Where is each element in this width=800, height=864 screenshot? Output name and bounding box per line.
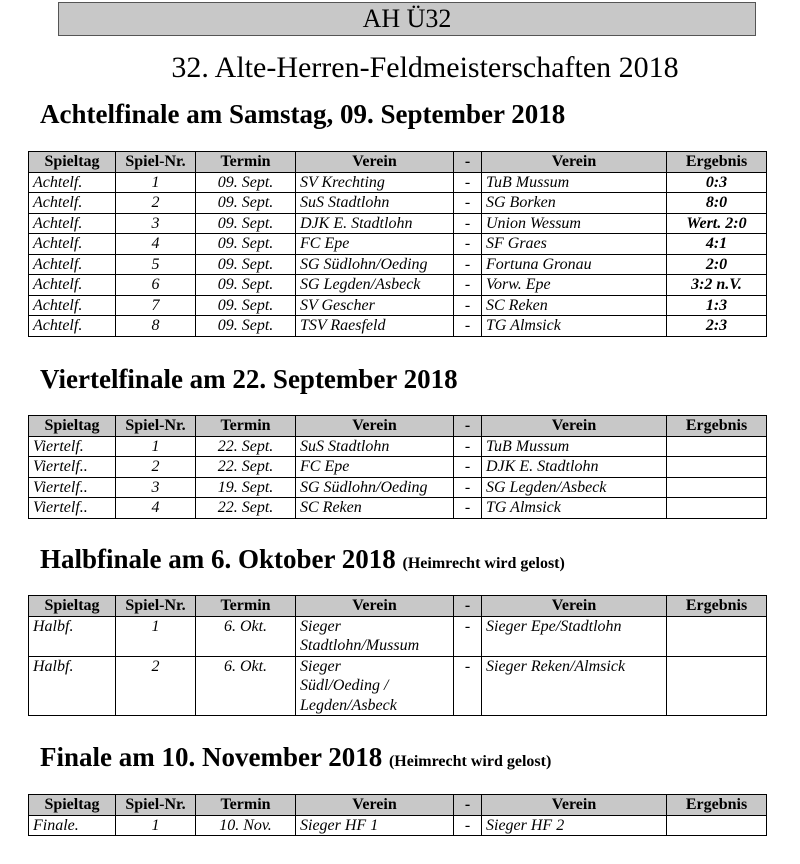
cell-separator: - [454, 172, 482, 193]
fixtures-table [28, 794, 767, 836]
cell-separator: - [454, 316, 482, 337]
header-ergebnis: Ergebnis [667, 795, 767, 816]
cell-spiel-nr: 6 [116, 275, 196, 296]
cell-separator: - [454, 254, 482, 275]
cell-result [667, 477, 767, 498]
cell-result [667, 815, 767, 836]
cell-spieltag: Halbf. [29, 656, 116, 716]
cell-away-team: SG Legden/Asbeck [482, 477, 667, 498]
cell-result: 2:0 [667, 254, 767, 275]
table-row [29, 275, 767, 296]
cell-separator: - [454, 477, 482, 498]
table-row [29, 656, 767, 716]
cell-spieltag: Viertelf.. [29, 477, 116, 498]
cell-home-team: SuS Stadtlohn [296, 436, 454, 457]
cell-separator: - [454, 498, 482, 519]
header-spiel-nr: Spiel-Nr. [116, 795, 196, 816]
table-header-row [29, 596, 767, 617]
cell-home-team: DJK E. Stadtlohn [296, 213, 454, 234]
cell-spiel-nr: 4 [116, 234, 196, 255]
header-spieltag: Spieltag [29, 795, 116, 816]
header-verein-away: Verein [482, 152, 667, 173]
cell-result [667, 498, 767, 519]
cell-result: 2:3 [667, 316, 767, 337]
cell-home-team: TSV Raesfeld [296, 316, 454, 337]
section-note: (Heimrecht wird gelost) [388, 753, 552, 770]
section-title-text: Achtelfinale am Samstag, 09. September 2018 [40, 99, 566, 129]
cell-termin: 22. Sept. [196, 498, 296, 519]
cell-spieltag: Achtelf. [29, 234, 116, 255]
header-spiel-nr: Spiel-Nr. [116, 152, 196, 173]
table-header-row [29, 416, 767, 437]
cell-result: 4:1 [667, 234, 767, 255]
cell-home-team: SG Südlohn/Oeding [296, 254, 454, 275]
cell-separator: - [454, 616, 482, 656]
fixtures-table [28, 151, 767, 337]
table-row [29, 436, 767, 457]
header-separator: - [454, 152, 482, 173]
cell-home-team: SG Südlohn/Oeding [296, 477, 454, 498]
header-verein-home: Verein [296, 416, 454, 437]
cell-spiel-nr: 3 [116, 213, 196, 234]
cell-termin: 09. Sept. [196, 234, 296, 255]
cell-away-team: Sieger Reken/Almsick [482, 656, 667, 716]
header-spieltag: Spieltag [29, 152, 116, 173]
cell-home-team: FC Epe [296, 234, 454, 255]
cell-home-team: FC Epe [296, 457, 454, 478]
cell-separator: - [454, 213, 482, 234]
cell-separator: - [454, 656, 482, 716]
cell-result: 3:2 n.V. [667, 275, 767, 296]
header-separator: - [454, 416, 482, 437]
cell-spiel-nr: 3 [116, 477, 196, 498]
header-verein-away: Verein [482, 416, 667, 437]
cell-spiel-nr: 1 [116, 815, 196, 836]
table-row [29, 815, 767, 836]
cell-termin: 6. Okt. [196, 656, 296, 716]
section-title [40, 363, 458, 395]
cell-home-team: SC Reken [296, 498, 454, 519]
section-title-text: Halbfinale am 6. Oktober 2018 [40, 544, 396, 574]
header-spieltag: Spieltag [29, 416, 116, 437]
header-verein-home: Verein [296, 795, 454, 816]
cell-termin: 09. Sept. [196, 172, 296, 193]
cell-home-team: SuS Stadtlohn [296, 193, 454, 214]
cell-spieltag: Viertelf. [29, 436, 116, 457]
cell-spiel-nr: 5 [116, 254, 196, 275]
cell-spiel-nr: 1 [116, 616, 196, 656]
section-title-text: Finale am 10. November 2018 [40, 742, 383, 772]
table-row [29, 295, 767, 316]
fixtures-table [28, 595, 767, 716]
cell-termin: 22. Sept. [196, 436, 296, 457]
section-note: (Heimrecht wird gelost) [402, 555, 565, 572]
cell-result: 8:0 [667, 193, 767, 214]
cell-home-team: Sieger Stadtlohn/Mussum [296, 616, 454, 656]
cell-result [667, 656, 767, 716]
cell-separator: - [454, 436, 482, 457]
header-spieltag: Spieltag [29, 596, 116, 617]
table-row [29, 254, 767, 275]
cell-spieltag: Viertelf.. [29, 498, 116, 519]
header-verein-away: Verein [482, 596, 667, 617]
page-subtitle: 32. Alte-Herren-Feldmeisterschaften 2018 [171, 51, 679, 84]
cell-spieltag: Achtelf. [29, 213, 116, 234]
cell-separator: - [454, 234, 482, 255]
header-verein-home: Verein [296, 152, 454, 173]
cell-spiel-nr: 1 [116, 436, 196, 457]
header-separator: - [454, 795, 482, 816]
cell-home-team: Sieger HF 1 [296, 815, 454, 836]
cell-result [667, 457, 767, 478]
cell-spieltag: Achtelf. [29, 193, 116, 214]
cell-away-team: SG Borken [482, 193, 667, 214]
cell-termin: 09. Sept. [196, 275, 296, 296]
cell-away-team: SF Graes [482, 234, 667, 255]
cell-separator: - [454, 295, 482, 316]
cell-termin: 22. Sept. [196, 457, 296, 478]
cell-away-team: TuB Mussum [482, 436, 667, 457]
cell-spiel-nr: 4 [116, 498, 196, 519]
cell-termin: 09. Sept. [196, 254, 296, 275]
cell-away-team: Union Wessum [482, 213, 667, 234]
cell-away-team: TG Almsick [482, 316, 667, 337]
cell-termin: 10. Nov. [196, 815, 296, 836]
cell-result: Wert. 2:0 [667, 213, 767, 234]
table-row [29, 234, 767, 255]
table-row [29, 213, 767, 234]
cell-spieltag: Achtelf. [29, 172, 116, 193]
table-row [29, 616, 767, 656]
table-row [29, 172, 767, 193]
cell-away-team: Sieger HF 2 [482, 815, 667, 836]
cell-termin: 6. Okt. [196, 616, 296, 656]
table-row [29, 477, 767, 498]
header-termin: Termin [196, 416, 296, 437]
cell-spieltag: Viertelf.. [29, 457, 116, 478]
cell-spiel-nr: 2 [116, 457, 196, 478]
cell-result [667, 616, 767, 656]
header-separator: - [454, 596, 482, 617]
cell-away-team: TuB Mussum [482, 172, 667, 193]
cell-spieltag: Achtelf. [29, 295, 116, 316]
cell-home-team: Sieger Südl/Oeding / Legden/Asbeck [296, 656, 454, 716]
cell-away-team: DJK E. Stadtlohn [482, 457, 667, 478]
cell-away-team: Fortuna Gronau [482, 254, 667, 275]
table-header-row [29, 152, 767, 173]
cell-result: 0:3 [667, 172, 767, 193]
cell-spiel-nr: 1 [116, 172, 196, 193]
header-ergebnis: Ergebnis [667, 596, 767, 617]
header-verein-away: Verein [482, 795, 667, 816]
cell-spieltag: Achtelf. [29, 254, 116, 275]
cell-away-team: SC Reken [482, 295, 667, 316]
header-termin: Termin [196, 795, 296, 816]
table-row [29, 457, 767, 478]
cell-spiel-nr: 8 [116, 316, 196, 337]
header-spiel-nr: Spiel-Nr. [116, 596, 196, 617]
cell-termin: 09. Sept. [196, 193, 296, 214]
header-verein-home: Verein [296, 596, 454, 617]
section-title [40, 543, 565, 580]
cell-result: 1:3 [667, 295, 767, 316]
cell-home-team: SV Gescher [296, 295, 454, 316]
cell-home-team: SV Krechting [296, 172, 454, 193]
table-row [29, 193, 767, 214]
header-termin: Termin [196, 152, 296, 173]
cell-spieltag: Achtelf. [29, 316, 116, 337]
cell-away-team: Sieger Epe/Stadtlohn [482, 616, 667, 656]
cell-spieltag: Achtelf. [29, 275, 116, 296]
cell-termin: 19. Sept. [196, 477, 296, 498]
section-title [40, 741, 551, 778]
cell-separator: - [454, 193, 482, 214]
fixtures-table [28, 415, 767, 519]
cell-away-team: Vorw. Epe [482, 275, 667, 296]
table-header-row [29, 795, 767, 816]
cell-termin: 09. Sept. [196, 316, 296, 337]
cell-spiel-nr: 7 [116, 295, 196, 316]
table-row [29, 498, 767, 519]
cell-result [667, 436, 767, 457]
cell-termin: 09. Sept. [196, 213, 296, 234]
cell-spiel-nr: 2 [116, 656, 196, 716]
cell-termin: 09. Sept. [196, 295, 296, 316]
cell-spiel-nr: 2 [116, 193, 196, 214]
header-ergebnis: Ergebnis [667, 416, 767, 437]
cell-separator: - [454, 815, 482, 836]
header-ergebnis: Ergebnis [667, 152, 767, 173]
section-title [40, 98, 565, 130]
cell-separator: - [454, 457, 482, 478]
cell-home-team: SG Legden/Asbeck [296, 275, 454, 296]
cell-separator: - [454, 275, 482, 296]
banner-title: AH Ü32 [58, 2, 756, 36]
cell-spieltag: Halbf. [29, 616, 116, 656]
table-row [29, 316, 767, 337]
cell-away-team: TG Almsick [482, 498, 667, 519]
header-spiel-nr: Spiel-Nr. [116, 416, 196, 437]
section-title-text: Viertelfinale am 22. September 2018 [40, 364, 458, 394]
cell-spieltag: Finale. [29, 815, 116, 836]
header-termin: Termin [196, 596, 296, 617]
